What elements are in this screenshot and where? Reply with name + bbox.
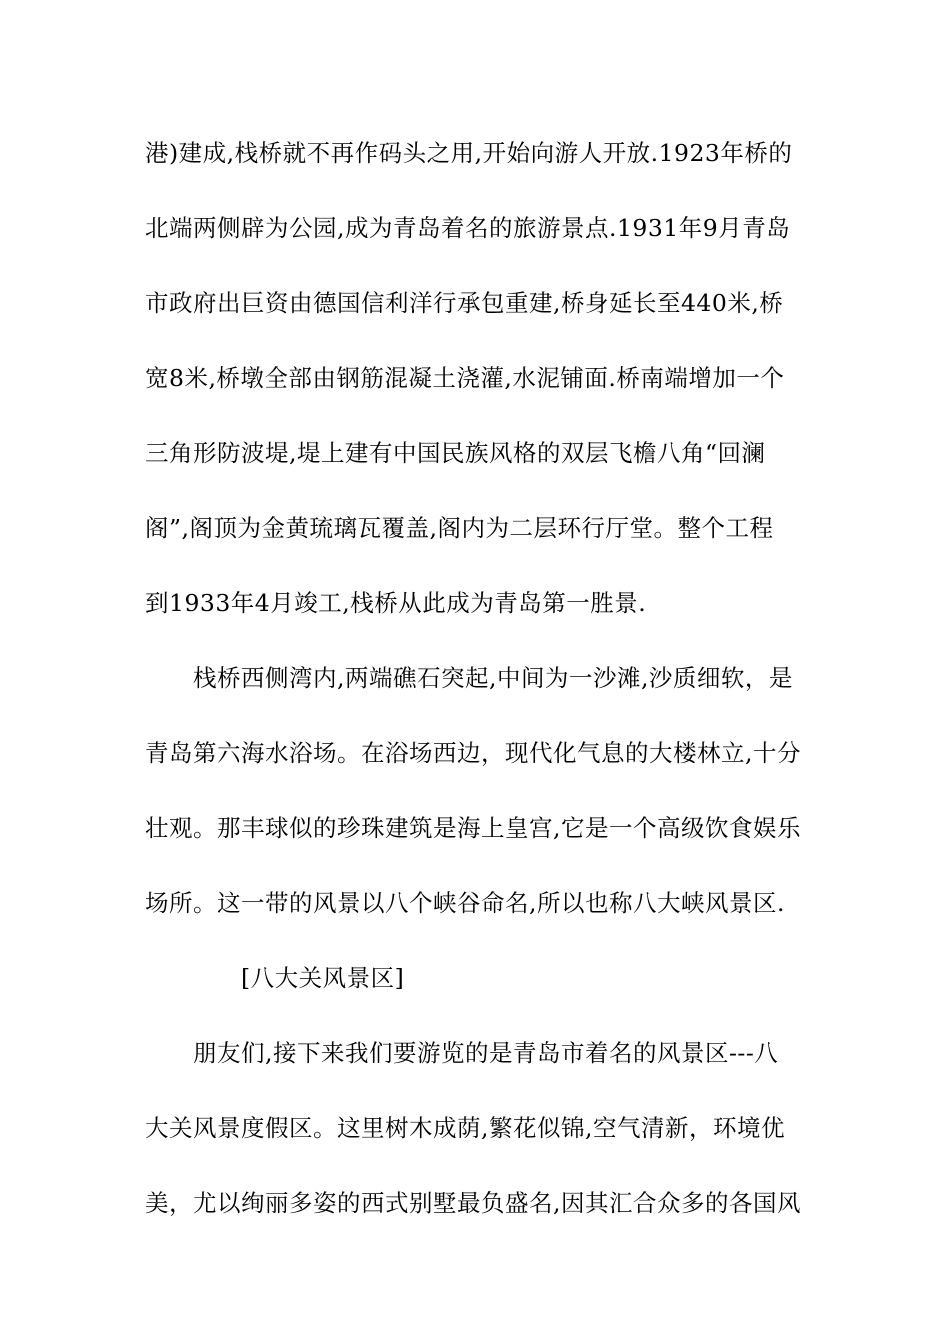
paragraph-start-line: 朋友们,接下来我们要游览的是青岛市着名的风景区---八	[193, 1039, 779, 1067]
text-line: 青岛第六海水浴场。在浴场西边，现代化气息的大楼林立,十分	[145, 739, 801, 767]
paragraph-start-line: 栈桥西侧湾内,两端礁石突起,中间为一沙滩,沙质细软，是	[193, 664, 793, 692]
text-line: 到1933年4月竣工,栈桥从此成为青岛第一胜景.	[145, 589, 647, 617]
text-line: 场所。这一带的风景以八个峡谷命名,所以也称八大峡风景区.	[145, 889, 785, 917]
text-line: 市政府出巨资由德国信利洋行承包重建,桥身延长至440米,桥	[145, 289, 784, 317]
text-line: 北端两侧辟为公园,成为青岛着名的旅游景点.1931年9月青岛	[145, 214, 791, 242]
text-line: 三角形防波堤,堤上建有中国民族风格的双层飞檐八角“回澜	[145, 439, 766, 467]
section-heading: [八大关风景区]	[241, 964, 405, 992]
text-line: 美，尤以绚丽多姿的西式别墅最负盛名,因其汇合众多的各国风	[145, 1189, 801, 1217]
body-text	[145, 128, 810, 1253]
text-line: 阁”,阁顶为金黄琉璃瓦覆盖,阁内为二层环行厅堂。整个工程	[145, 514, 774, 542]
text-line: 壮观。那丰球似的珍珠建筑是海上皇宫,它是一个高级饮食娱乐	[145, 814, 801, 842]
text-line: 大关风景度假区。这里树木成荫,繁花似锦,空气清新，环境优	[145, 1114, 785, 1142]
text-line: 港)建成,栈桥就不再作码头之用,开始向游人开放.1923年桥的	[145, 139, 793, 167]
text-line: 宽8米,桥墩全部由钢筋混凝土浇灌,水泥铺面.桥南端增加一个	[145, 364, 785, 392]
